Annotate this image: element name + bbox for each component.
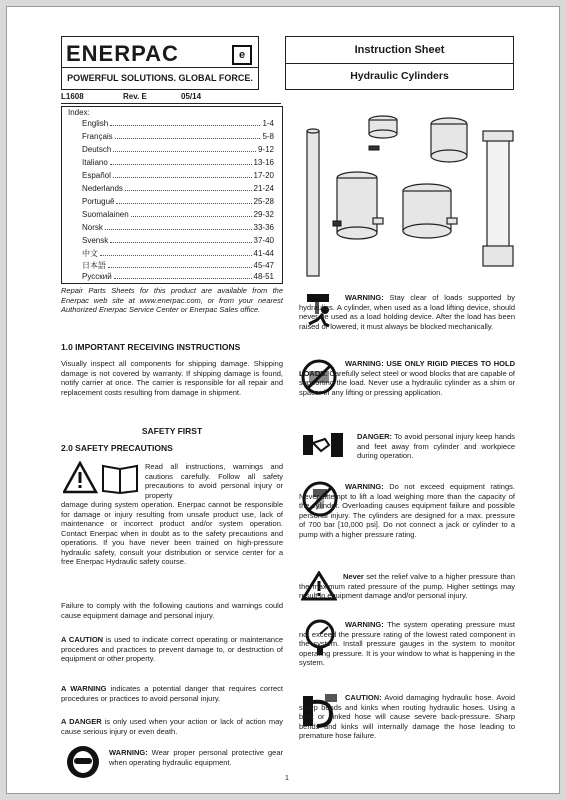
- rigid-pieces-warning: [299, 359, 515, 397]
- system-pressure-label: WARNING:: [345, 620, 384, 629]
- index-pages: 25-28: [253, 197, 274, 206]
- caution-definition-text: is used to indicate correct operating or maintenance procedures and practices to prevent damage to, or destruction of equipment or other property.: [61, 635, 283, 663]
- index-language: Español: [82, 171, 111, 180]
- title-box: [285, 36, 514, 90]
- doc-rev: Rev. E: [123, 92, 147, 101]
- load-warning-text: Stay clear of loads supported by hydraulics. A cylinder, when used as a load lifting device, should never be used as a load holding device. After the load has been raised or lowered, it must always be blocked mechanically.: [299, 293, 515, 331]
- protective-gear-icon: [65, 745, 101, 779]
- load-warning: [299, 293, 515, 331]
- caution-label: A CAUTION: [61, 635, 104, 644]
- section-heading-receiving: 1.0 IMPORTANT RECEIVING INSTRUCTIONS: [61, 342, 241, 352]
- leader-dots: [131, 209, 252, 217]
- brand-mark-icon: e: [232, 45, 252, 65]
- index-pages: 29-32: [253, 210, 274, 219]
- relief-valve-text: set the relief valve to a higher pressure than the maximum rated pressure of the pump. Higher settings may result in equipment damage and/or personal injury.: [299, 572, 515, 600]
- index-language: Portuguê: [82, 197, 115, 206]
- leader-dots: [100, 248, 252, 256]
- brand-logo: ENERPAC: [66, 41, 179, 66]
- index-language: Français: [82, 132, 113, 141]
- failure-text: Failure to comply with the following cautions and warnings could cause equipment damage and personal injury.: [61, 601, 283, 620]
- index-row[interactable]: [82, 157, 274, 168]
- relief-valve-label: Never: [343, 572, 364, 581]
- leader-dots: [114, 271, 252, 279]
- doc-number: L1608: [61, 92, 84, 101]
- index-row[interactable]: [82, 271, 274, 282]
- index-pages: 45-47: [253, 261, 274, 270]
- index-row[interactable]: [82, 196, 274, 207]
- load-warning-label: WARNING:: [345, 293, 384, 302]
- cylinder-illustration: [297, 106, 515, 282]
- leader-dots: [110, 235, 251, 243]
- hose-caution: [299, 693, 515, 741]
- index-pages: 1-4: [262, 119, 274, 128]
- caution-definition: [61, 635, 283, 664]
- index-pages: 5-8: [262, 132, 274, 141]
- warning-definition: [61, 684, 283, 703]
- rigid-pieces-label: WARNING: USE ONLY RIGID PIECES TO HOLD LOADS.: [299, 359, 515, 378]
- hand-crush-icon: [301, 431, 345, 459]
- leader-dots: [108, 260, 252, 268]
- index-row[interactable]: [82, 235, 274, 246]
- ratings-warning: [299, 482, 515, 539]
- hands-danger: [357, 432, 515, 461]
- safety-first-heading: SAFETY FIRST: [141, 426, 203, 436]
- rigid-pieces-text: Carefully select steel or wood blocks that are capable of supporting the load. Never use a hydraulic cylinder as a shim or spacer in any lifting or pressing application.: [299, 368, 515, 397]
- index-pages: 13-16: [253, 158, 274, 167]
- leader-dots: [105, 222, 252, 230]
- brand-box: [61, 36, 259, 90]
- index-pages: 37-40: [253, 236, 274, 245]
- gear-warning-text: Wear proper personal protective gear when operating hydraulic equipment.: [109, 748, 283, 767]
- danger-label: A DANGER: [61, 717, 102, 726]
- system-pressure-text: The system operating pressure must not exceed the pressure rating of the lowest rated component in the system. Install pressure gauges in the system to monitor operating pressure. It is your window to what is happening in the system.: [299, 620, 515, 667]
- leader-dots: [113, 170, 252, 178]
- hose-caution-text: Avoid damaging hydraulic hose. Avoid sharp bends and kinks when routing hydraulic hoses. Using a bent or kinked hose will cause severe back-pressure. Sharp bends and kinks will internally damage the hose leading to premature hose failure.: [299, 693, 515, 740]
- gear-warning: [109, 748, 283, 767]
- brand-tagline: POWERFUL SOLUTIONS. GLOBAL FORCE.: [62, 67, 258, 88]
- safety-text: damage during system operation. Enerpac cannot be responsible for damage or injury resulting from unsafe product use, lack of maintenance or incorrect product and/or system operation. Contact Enerpac when in doubt as to the safety precautions and operations. If you have never been trained on high-pressure hydraulic safety, consult your distribution or service center for a free Enerpac Hydraulic safety course.: [61, 500, 283, 566]
- doc-title: Hydraulic Cylinders: [350, 70, 449, 82]
- index-row[interactable]: [82, 144, 274, 155]
- leader-dots: [115, 131, 261, 139]
- leader-dots: [125, 183, 252, 191]
- receiving-text: Visually inspect all components for shipping damage. Shipping damage is not covered by warranty. If shipping damage is found, notify carrier at once. The carrier is responsible for all repair and replacement costs resulting from damage in shipment.: [61, 359, 283, 397]
- section-heading-safety: 2.0 SAFETY PRECAUTIONS: [61, 443, 173, 453]
- relief-valve-warning: [299, 572, 515, 601]
- system-pressure-warning: [299, 620, 515, 668]
- warning-label: A WARNING: [61, 684, 107, 693]
- leader-dots: [113, 144, 256, 152]
- doc-id-line: [61, 92, 281, 101]
- index-language: Svensk: [82, 236, 109, 245]
- index-row[interactable]: [82, 248, 274, 259]
- repair-note: Repair Parts Sheets for this product are available from the Enerpac web site at www.enerpac.com, or from your nearest Authorized Enerpac Service Center or Enerpac Sales office.: [61, 286, 283, 314]
- danger-definition: [61, 717, 283, 736]
- ratings-warning-text: Do not exceed equipment ratings. Never attempt to lift a load weighing more than the capacity of the cylinder. Overloading causes equipment failure and possible personal injury. The cylinders are designed for a max. pressure of 700 bar [10,000 psi]. Do not connect a jack or cylinder to a pump with a higher pressure rating.: [299, 482, 515, 539]
- index-language: Nederlands: [82, 184, 123, 193]
- index-language: Italiano: [82, 158, 108, 167]
- index-row[interactable]: [82, 170, 274, 181]
- index-pages: 17-20: [253, 171, 274, 180]
- index-pages: 9-12: [257, 145, 274, 154]
- danger-definition-text: is only used when your action or lack of action may cause serious injury or even death.: [61, 717, 283, 736]
- index-pages: 41-44: [253, 249, 274, 258]
- index-pages: 33-36: [253, 223, 274, 232]
- leader-dots: [110, 157, 252, 165]
- doc-type: Instruction Sheet: [286, 37, 513, 64]
- divider: [61, 103, 281, 104]
- leader-dots: [110, 118, 260, 126]
- ratings-warning-label: WARNING:: [345, 482, 384, 491]
- gear-warning-label: WARNING:: [109, 748, 148, 757]
- hose-caution-label: CAUTION:: [345, 693, 382, 702]
- index-row[interactable]: [82, 260, 274, 271]
- doc-date: 05/14: [181, 92, 202, 101]
- leader-dots: [116, 196, 251, 204]
- language-index: [61, 106, 283, 284]
- index-language: Русский: [82, 272, 112, 281]
- index-row[interactable]: [82, 222, 274, 233]
- index-row[interactable]: [82, 183, 274, 194]
- index-row[interactable]: [82, 131, 274, 142]
- hands-danger-label: DANGER:: [357, 432, 392, 441]
- index-row[interactable]: [82, 118, 274, 129]
- safety-intro-text: Read all instructions, warnings and cautions carefully. Follow all safety precautions to avoid personal injury or property: [145, 462, 283, 500]
- warning-definition-text: indicates a potential danger that requires correct procedures or practices to avoid personal injury.: [61, 684, 283, 703]
- index-title: Index:: [68, 108, 90, 117]
- index-language: Deutsch: [82, 145, 112, 154]
- hands-danger-text: To avoid personal injury keep hands and feet away from cylinder and workpiece during operation.: [357, 432, 515, 460]
- index-language: Suomalainen: [82, 210, 129, 219]
- index-language: 日本語: [82, 261, 106, 270]
- page-number: 1: [285, 775, 289, 782]
- warning-book-icon: [63, 461, 139, 495]
- index-row[interactable]: [82, 209, 274, 220]
- index-pages: 48-51: [253, 272, 274, 281]
- index-language: English: [82, 119, 109, 128]
- index-language: 中文: [82, 249, 98, 258]
- index-pages: 21-24: [253, 184, 274, 193]
- index-language: Norsk: [82, 223, 103, 232]
- instruction-sheet-page: [6, 6, 560, 794]
